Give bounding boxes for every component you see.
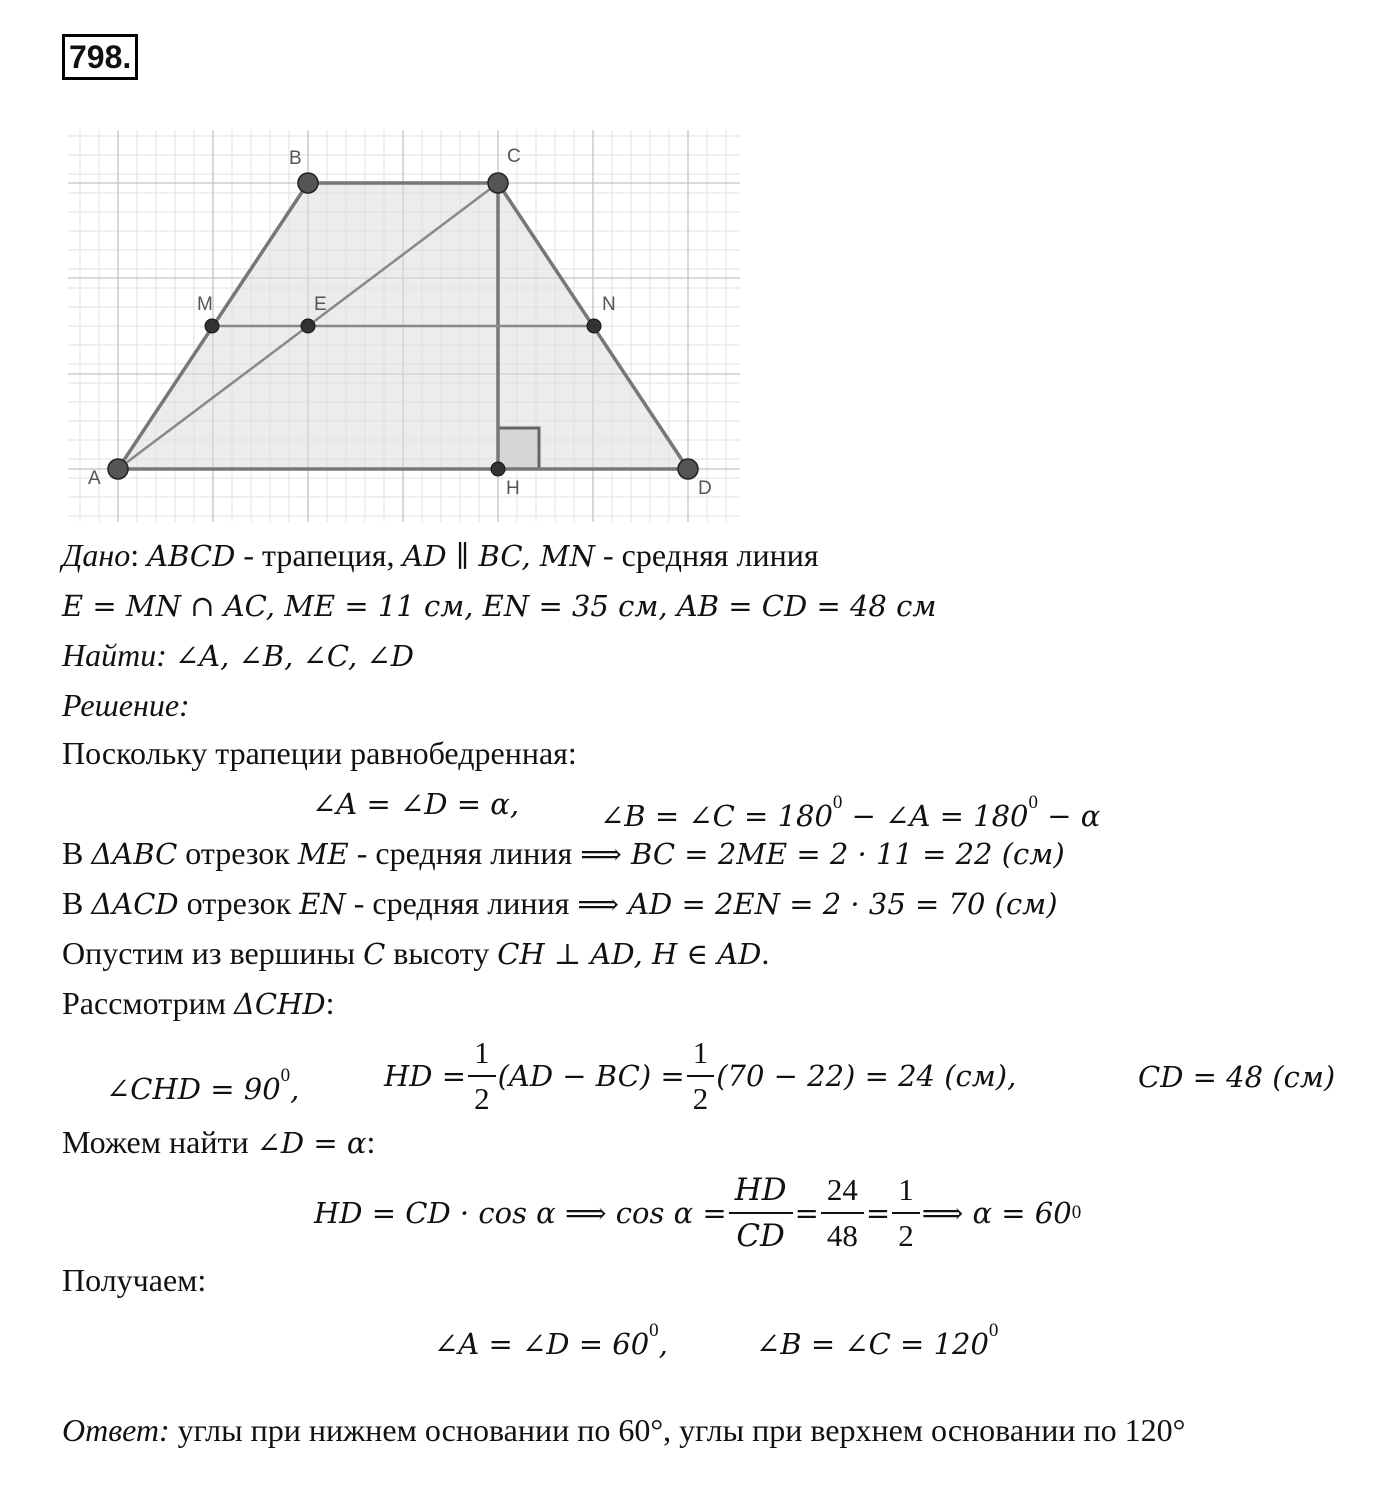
right-angle-mark — [498, 428, 539, 469]
label-d: D — [698, 478, 712, 499]
solution-line-6: Можем найти ∠D = α: — [62, 1124, 376, 1160]
problem-number: 798. — [62, 34, 138, 80]
fraction-1-2: $\frac{1}{2}$ — [892, 1168, 920, 1258]
point-h — [491, 462, 505, 476]
given-line-2: E = MN ∩ AC, ME = 11 см, EN = 35 см, AB = CD = 48 см — [62, 589, 937, 623]
label-m: M — [197, 294, 213, 315]
point-m — [205, 319, 219, 333]
formula-1b: ∠B = ∠C = $180^0$ − ∠A = $180^0 - \alpha$ — [600, 792, 1101, 833]
solution-label: Решение: — [62, 687, 190, 723]
label-n: N — [602, 294, 616, 315]
solution-line-2: В ΔABC отрезок ME - средняя линия ⟹ BC = 2ME = 2 · 11 = 22 (см) — [62, 835, 1065, 871]
find-line: Найти: ∠A, ∠B, ∠C, ∠D — [62, 637, 415, 673]
given-label: Дано — [62, 537, 131, 573]
formula-4a: ∠A = ∠D = $60^0$, — [434, 1320, 668, 1361]
answer-line — [62, 1410, 1185, 1450]
fraction-hd-cd: $\frac{HD}{CD}$ — [729, 1168, 793, 1258]
point-n — [587, 319, 601, 333]
trapezoid-figure — [0, 0, 760, 530]
fraction-half-2: $\frac{1}{2}$ — [687, 1031, 715, 1121]
point-e — [301, 319, 315, 333]
label-e: E — [314, 294, 327, 315]
formula-4b: ∠B = ∠C = $120^0$ — [756, 1320, 999, 1361]
point-b — [298, 173, 318, 193]
solution-line-7: Получаем: — [62, 1262, 207, 1298]
find-label: Найти: — [62, 637, 167, 673]
fraction-half-1: $\frac{1}{2}$ — [468, 1031, 496, 1121]
given-line-1: Дано: ABCD - трапеция, AD ∥ BC, MN - средняя линия — [62, 537, 819, 573]
point-a — [108, 459, 128, 479]
formula-1a: ∠A = ∠D = α, — [312, 787, 520, 821]
formula-3: HD = CD · cos α ⟹ cos α = $\frac{HD}{CD}$ = $\frac{24}{48}$ = $\frac{1}{2}$ ⟹ α = 60 0 — [314, 1167, 1081, 1259]
formula-2a: ∠CHD = $90^0$, — [106, 1065, 300, 1106]
solution-line-4: Опустим из вершины C высоту CH ⊥ AD, H ∈ AD. — [62, 935, 770, 971]
formula-2b: HD = $\frac{1}{2}$ (AD − BC) = $\frac{1}{2}$ (70 − 22) = 24 (см), — [384, 1030, 1016, 1122]
label-c: C — [507, 146, 521, 167]
solution-line-5: Рассмотрим ΔCHD: — [62, 985, 335, 1021]
label-a: A — [88, 468, 101, 489]
formula-2c: CD = 48 (см) — [1138, 1060, 1336, 1094]
fraction-24-48: $\frac{24}{48}$ — [821, 1168, 864, 1258]
answer-label: Ответ: — [62, 1412, 170, 1448]
solution-line-3: В ΔACD отрезок EN - средняя линия ⟹ AD = 2EN = 2 · 35 = 70 (см) — [62, 885, 1058, 921]
answer-text: углы при нижнем основании по 60°, углы при верхнем основании по 120° — [169, 1412, 1186, 1448]
label-b: B — [289, 148, 302, 169]
solution-line-1: Поскольку трапеции равнобедренная: — [62, 735, 577, 771]
point-d — [678, 459, 698, 479]
label-h: H — [506, 478, 520, 499]
point-c — [488, 173, 508, 193]
